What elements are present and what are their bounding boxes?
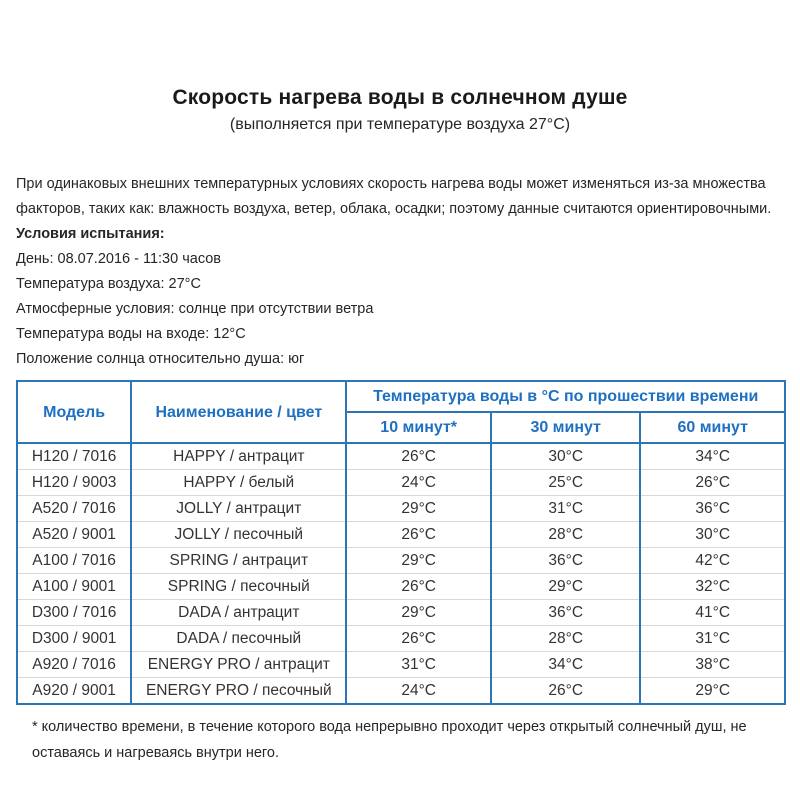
temp-10min-cell: 26°C (346, 443, 491, 470)
temp-30min-cell: 28°C (491, 626, 641, 652)
temp-30min-cell: 28°C (491, 522, 641, 548)
condition-sun-position: Положение солнца относительно душа: юг (16, 351, 305, 367)
temp-60min-cell: 26°C (640, 470, 785, 496)
header-name-color: Наименование / цвет (131, 381, 346, 443)
temp-60min-cell: 42°C (640, 548, 785, 574)
name-color-cell: ENERGY PRO / антрацит (131, 652, 346, 678)
temp-10min-cell: 26°C (346, 522, 491, 548)
model-cell: H120 / 7016 (17, 443, 131, 470)
temp-30min-cell: 34°C (491, 652, 641, 678)
temp-30min-cell: 30°C (491, 443, 641, 470)
name-color-cell: JOLLY / песочный (131, 522, 346, 548)
page-subtitle: (выполняется при температуре воздуха 27°C) (229, 116, 571, 133)
condition-air-temperature: Температура воздуха: 27°C (16, 276, 201, 292)
model-cell: A520 / 9001 (17, 522, 131, 548)
name-color-cell: JOLLY / антрацит (131, 496, 346, 522)
name-color-cell: SPRING / антрацит (131, 548, 346, 574)
condition-day: День: 08.07.2016 - 11:30 часов (16, 251, 221, 267)
condition-inlet-water-temperature: Температура воды на входе: 12°C (16, 326, 246, 342)
intro-paragraph: При одинаковых внешних температурных условиях скорость нагрева воды может изменяться из-за множества факторов, таких как: влажность воздуха, ветер, облака, осадки; поэтому данные считаются ориентировочными. (16, 176, 772, 217)
temp-60min-cell: 41°C (640, 600, 785, 626)
document-body (16, 172, 784, 766)
page-title: Скорость нагрева воды в солнечном душе (172, 86, 628, 109)
name-color-cell: HAPPY / белый (131, 470, 346, 496)
temp-60min-cell: 30°C (640, 522, 785, 548)
temp-10min-cell: 29°C (346, 548, 491, 574)
temp-10min-cell: 29°C (346, 496, 491, 522)
table-row (17, 678, 785, 705)
temp-60min-cell: 29°C (640, 678, 785, 705)
temp-60min-cell: 32°C (640, 574, 785, 600)
header-model: Модель (17, 381, 131, 443)
temp-10min-cell: 29°C (346, 600, 491, 626)
table-row (17, 470, 785, 496)
footnote: * количество времени, в течение которого вода непрерывно проходит через открытый солнечный душ, не оставаясь и нагреваясь внутри него. (32, 719, 747, 761)
table-header (17, 381, 785, 443)
results-table (16, 380, 786, 705)
table-row (17, 626, 785, 652)
temp-60min-cell: 36°C (640, 496, 785, 522)
model-cell: A100 / 9001 (17, 574, 131, 600)
header-60-minutes: 60 минут (640, 412, 785, 443)
temp-60min-cell: 34°C (640, 443, 785, 470)
table-row (17, 652, 785, 678)
model-cell: A920 / 9001 (17, 678, 131, 705)
model-cell: H120 / 9003 (17, 470, 131, 496)
header-10-minutes: 10 минут* (346, 412, 491, 443)
name-color-cell: ENERGY PRO / песочный (131, 678, 346, 705)
temp-30min-cell: 31°C (491, 496, 641, 522)
temp-10min-cell: 26°C (346, 574, 491, 600)
table-row (17, 574, 785, 600)
table-body (17, 443, 785, 704)
temp-60min-cell: 38°C (640, 652, 785, 678)
temp-10min-cell: 24°C (346, 678, 491, 705)
model-cell: D300 / 9001 (17, 626, 131, 652)
header-30-minutes: 30 минут (491, 412, 641, 443)
table-row (17, 522, 785, 548)
header-temperature-group: Температура воды в °C по прошествии времени (346, 381, 785, 412)
name-color-cell: DADA / песочный (131, 626, 346, 652)
table-row (17, 496, 785, 522)
temp-10min-cell: 24°C (346, 470, 491, 496)
temp-30min-cell: 29°C (491, 574, 641, 600)
name-color-cell: DADA / антрацит (131, 600, 346, 626)
name-color-cell: HAPPY / антрацит (131, 443, 346, 470)
table-row (17, 443, 785, 470)
model-cell: A520 / 7016 (17, 496, 131, 522)
temp-30min-cell: 25°C (491, 470, 641, 496)
table-row (17, 600, 785, 626)
model-cell: D300 / 7016 (17, 600, 131, 626)
conditions-list (16, 247, 784, 372)
model-cell: A100 / 7016 (17, 548, 131, 574)
table-header-row-1 (17, 381, 785, 412)
conditions-heading: Условия испытания: (16, 226, 165, 242)
temp-10min-cell: 26°C (346, 626, 491, 652)
table-row (17, 548, 785, 574)
temp-30min-cell: 36°C (491, 548, 641, 574)
temp-30min-cell: 26°C (491, 678, 641, 705)
temp-30min-cell: 36°C (491, 600, 641, 626)
name-color-cell: SPRING / песочный (131, 574, 346, 600)
condition-atmosphere: Атмосферные условия: солнце при отсутствии ветра (16, 301, 374, 317)
model-cell: A920 / 7016 (17, 652, 131, 678)
temp-60min-cell: 31°C (640, 626, 785, 652)
temp-10min-cell: 31°C (346, 652, 491, 678)
